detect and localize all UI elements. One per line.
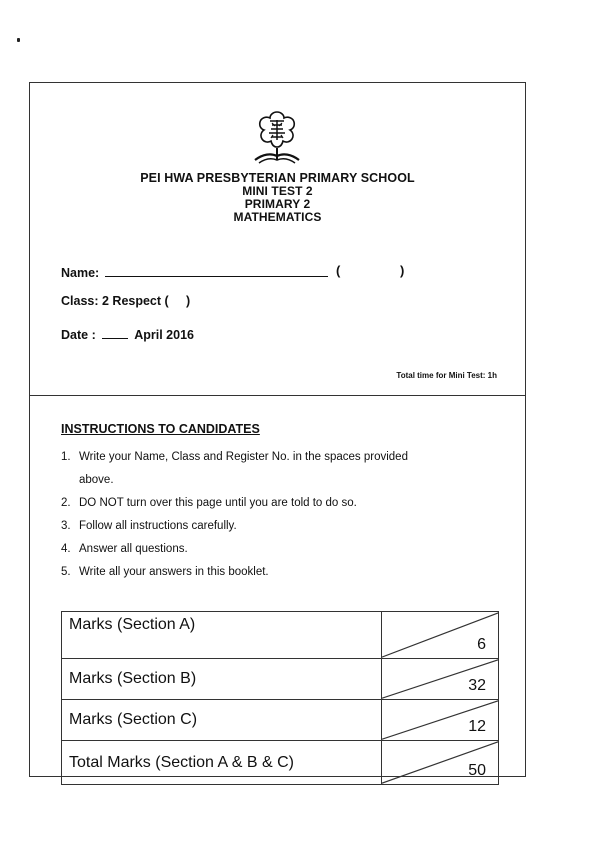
table-row: [62, 700, 499, 741]
marks-total: 50: [468, 762, 486, 779]
marks-total: 6: [477, 636, 486, 653]
instruction-item: 2. DO NOT turn over this page until you are told to do so.: [61, 497, 357, 509]
instruction-item: 1. Write your Name, Class and Register No. in the spaces provided above.: [61, 451, 408, 486]
scan-speck: [17, 38, 20, 42]
school-name: PEI HWA PRESBYTERIAN PRIMARY SCHOOL: [140, 171, 415, 185]
date-suffix: April 2016: [134, 328, 194, 342]
name-label: Name:: [61, 266, 100, 280]
name-blank-line[interactable]: [105, 265, 328, 277]
test-name: MINI TEST 2: [242, 184, 313, 198]
subject-name: MATHEMATICS: [233, 210, 322, 224]
instruction-item: 4. Answer all questions.: [61, 543, 188, 555]
marks-score-cell[interactable]: [381, 741, 498, 785]
marks-total: 12: [468, 718, 486, 735]
name-field[interactable]: [61, 265, 328, 280]
marks-label: Total Marks (Section A & B & C): [62, 741, 382, 785]
level-name: PRIMARY 2: [244, 197, 311, 211]
class-label: Class: 2 Respect ( ): [61, 294, 191, 308]
marks-score-cell[interactable]: [381, 700, 498, 741]
instruction-item: 3. Follow all instructions carefully.: [61, 520, 237, 532]
date-label: Date :: [61, 328, 96, 342]
instructions-title: INSTRUCTIONS TO CANDIDATES: [61, 422, 260, 436]
total-time: Total time for Mini Test: 1h: [396, 371, 497, 380]
marks-score-cell[interactable]: [381, 659, 498, 700]
marks-label: Marks (Section B): [62, 659, 382, 700]
marks-total: 32: [468, 677, 486, 694]
marks-label: Marks (Section C): [62, 700, 382, 741]
header-box: [30, 83, 525, 396]
marks-table: [61, 611, 499, 785]
date-blank-line[interactable]: [102, 327, 128, 339]
school-heading: [30, 172, 525, 224]
class-field[interactable]: [61, 294, 190, 308]
table-row: [62, 659, 499, 700]
instruction-item: 5. Write all your answers in this booklet.: [61, 566, 269, 578]
school-crest-icon: [251, 108, 303, 170]
table-row: [62, 741, 499, 785]
instructions-list: [61, 446, 408, 584]
cover-sheet: [29, 82, 526, 777]
register-number-parens[interactable]: ( ): [336, 263, 433, 278]
marks-score-cell[interactable]: [381, 612, 498, 659]
marks-label: Marks (Section A): [62, 612, 382, 659]
date-field[interactable]: [61, 327, 194, 342]
table-row: [62, 612, 499, 659]
